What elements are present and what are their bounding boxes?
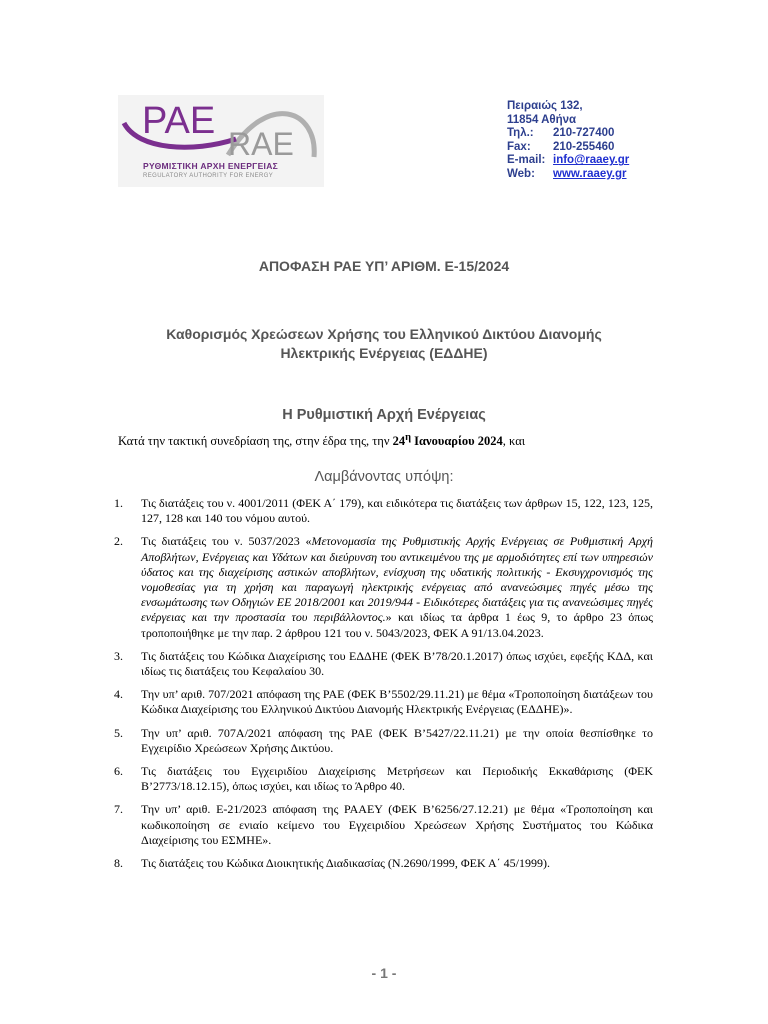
item-text: Τις διατάξεις του Εγχειριδίου Διαχείρισης Μετρήσεων και Περιοδικής Εκκαθάρισης (ΦΕΚ Β’2773/18.12.15), όπως ισχύει, και ιδίως το Άρθρο 40. (141, 764, 653, 794)
authority-heading: Η Ρυθμιστική Αρχή Ενέργειας (282, 407, 486, 423)
item-number: 4. (114, 687, 123, 702)
list-item (114, 496, 653, 526)
list-item (114, 764, 653, 794)
item-text: Τις διατάξεις του ν. 4001/2011 (ΦΕΚ Α΄ 179), και ειδικότερα τις διατάξεις των άρθρων 15, 122, 123, 125, 127, 128 και 140 του νόμου αυτού. (141, 496, 653, 526)
fax-value: 210-255460 (553, 140, 615, 153)
subject-line-2: Ηλεκτρικής Ενέργειας (ΕΔΔΗΕ) (280, 345, 488, 361)
item-text: Την υπ’ αριθ. 707Α/2021 απόφαση της ΡΑΕ (ΦΕΚ Β’5427/22.11.21) με την οποία θεσπίσθηκε το Εγχειρίδιο Χρεώσεων Χρήσης Δικτύου. (141, 725, 653, 755)
item-text: Την υπ’ αριθ. Ε-21/2023 απόφαση της ΡΑΑΕΥ (ΦΕΚ Β’6256/27.12.21) με θέμα «Τροποποίηση και κωδικοποίηση σε ενιαίο κείμενο του Εγχειριδίου Χρεώσεων Χρήσης Συστήματος του Κώδικα Διαχείρισης του ΕΣΜΗΕ». (141, 802, 653, 847)
item-text: Τις διατάξεις του Κώδικα Διαχείρισης του ΕΔΔΗΕ (ΦΕΚ Β’78/20.1.2017) όπως ισχύει, εφεξής ΚΔΔ, και ιδίως τις διατάξεις του Κεφαλαίου 30. (141, 648, 653, 679)
item-number: 2. (114, 534, 123, 549)
address-line-1: Πειραιώς 132, (507, 100, 583, 112)
list-item (114, 726, 653, 756)
rae-logo (118, 95, 324, 187)
intro-paragraph (118, 432, 525, 449)
intro-date: Ιανουαρίου 2024 (411, 434, 503, 449)
item-number: 3. (114, 648, 123, 663)
web-link[interactable]: www.raaey.gr (553, 167, 627, 180)
fax-label: Fax: (507, 140, 531, 153)
phone-row (507, 127, 629, 141)
fax-row (507, 141, 629, 155)
logo-subtitle-english: REGULATORY AUTHORITY FOR ENERGY (143, 173, 274, 179)
law-title-italic: Μετονομασία της Ρυθμιστικής Αρχής Ενέργειας σε Ρυθμιστική Αρχή Αποβλήτων, Ενέργειας και Υδάτων και διεύρυνση του αντικειμένου της με αρμοδιότητες επί των υπηρεσιών ύδατος και της διαχείρισης αστικών αποβλήτων, ενίσχυση της υδατικής πολιτικής - Εκσυγχρονισμός της νομοθεσίας για τη χρήση και παραγωγή ηλεκτρικής ενέργειας από ανανεώσιμες πηγές μέσω της ενσωμάτωσης των Οδηγιών ΕΕ 2018/2001 και 2019/944 - Ειδικότερες διατάξεις για τις ανανεώσιμες πηγές ενέργειας και την προστασία του περιβάλλοντος. (141, 534, 654, 625)
considerations-list (114, 496, 653, 879)
intro-day: $24^\eta$ Ιανουαρίου 2024 (392, 432, 503, 449)
page-number: - 1 - (371, 965, 397, 981)
intro-suffix: , και (502, 434, 526, 449)
logo-mark-greek: PAE (142, 100, 216, 142)
web-row (507, 168, 629, 182)
item-number: 8. (114, 856, 123, 871)
list-item (114, 534, 653, 640)
item-text: Την υπ’ αριθ. 707/2021 απόφαση της ΡΑΕ (ΦΕΚ Β’5502/29.11.21) με θέμα «Τροποποίηση διατάξεων του Κώδικα Διαχείρισης του Ελληνικού Δικτύου Διανομής Ηλεκτρικής Ενέργειας (ΕΔΔΗΕ)». (141, 687, 653, 717)
intro-text: Κατά την τακτική συνεδρίαση της, στην έδρα της, την (118, 434, 393, 449)
decision-title: ΑΠΟΦΑΣΗ ΡΑΕ ΥΠ’ ΑΡΙΘΜ. Ε-15/2024 (258, 258, 510, 274)
item-number: 7. (114, 802, 123, 817)
item-text: Τις διατάξεις του Κώδικα Διοικητικής Διαδικασίας (Ν.2690/1999, ΦΕΚ Α΄ 45/1999). (141, 856, 551, 871)
intro-day-sup: η (405, 432, 412, 443)
item-text: Τις διατάξεις του ν. 5037/2023 «Μετονομασία της Ρυθμιστικής Αρχής Ενέργειας σε Ρυθμιστική Αρχή Αποβλήτων, Ενέργειας και Υδάτων και διεύρυνση του αντικειμένου της με αρμοδιότητες επί των υπηρεσιών ύδατος και της διαχείρισης αστικών αποβλήτων, ενίσχυση της υδατικής πολιτικής - Εκσυγχρονισμός της νομοθεσίας για τη χρήση και παραγωγή ηλεκτρικής ενέργειας από ανανεώσιμες πηγές μέσω της ενσωμάτωσης των Οδηγιών ΕΕ 2018/2001 και 2019/944 - Ειδικότερες διατάξεις για τις ανανεώσιμες πηγές ενέργειας και την προστασία του περιβάλλοντος.» και ιδίως τα άρθρα 1 έως 9, το άρθρο 23 όπως τροποποιήθηκε με την παρ. 2 άρθρου 121 του ν. 5043/2023, ΦΕΚ Α 91/13.04.2023. (141, 534, 654, 640)
list-item (114, 856, 653, 871)
web-label: Web: (507, 167, 535, 180)
email-link[interactable]: info@raaey.gr (553, 154, 630, 167)
list-item (114, 649, 653, 679)
list-item (114, 802, 653, 848)
logo-subtitle-greek: ΡΥΘΜΙΣΤΙΚΗ ΑΡΧΗ ΕΝΕΡΓΕΙΑΣ (143, 161, 279, 171)
considering-heading: Λαμβάνοντας υπόψη: (314, 469, 454, 485)
phone-value: 210-727400 (553, 127, 615, 140)
item-number: 1. (114, 496, 123, 510)
item-number: 6. (114, 764, 123, 779)
list-item (114, 687, 653, 717)
decision-subject (0, 325, 768, 363)
email-row (507, 154, 629, 168)
subject-line-1: Καθορισμός Χρεώσεων Χρήσης του Ελληνικού Δικτύου Διανομής (166, 326, 602, 342)
contact-block (507, 100, 629, 182)
logo-mark-latin: RAE (228, 126, 294, 162)
email-label: E-mail: (507, 154, 546, 167)
phone-label: Τηλ.: (507, 127, 534, 140)
address-line-2: 11854 Αθήνα (507, 113, 577, 126)
item-number: 5. (114, 725, 123, 740)
